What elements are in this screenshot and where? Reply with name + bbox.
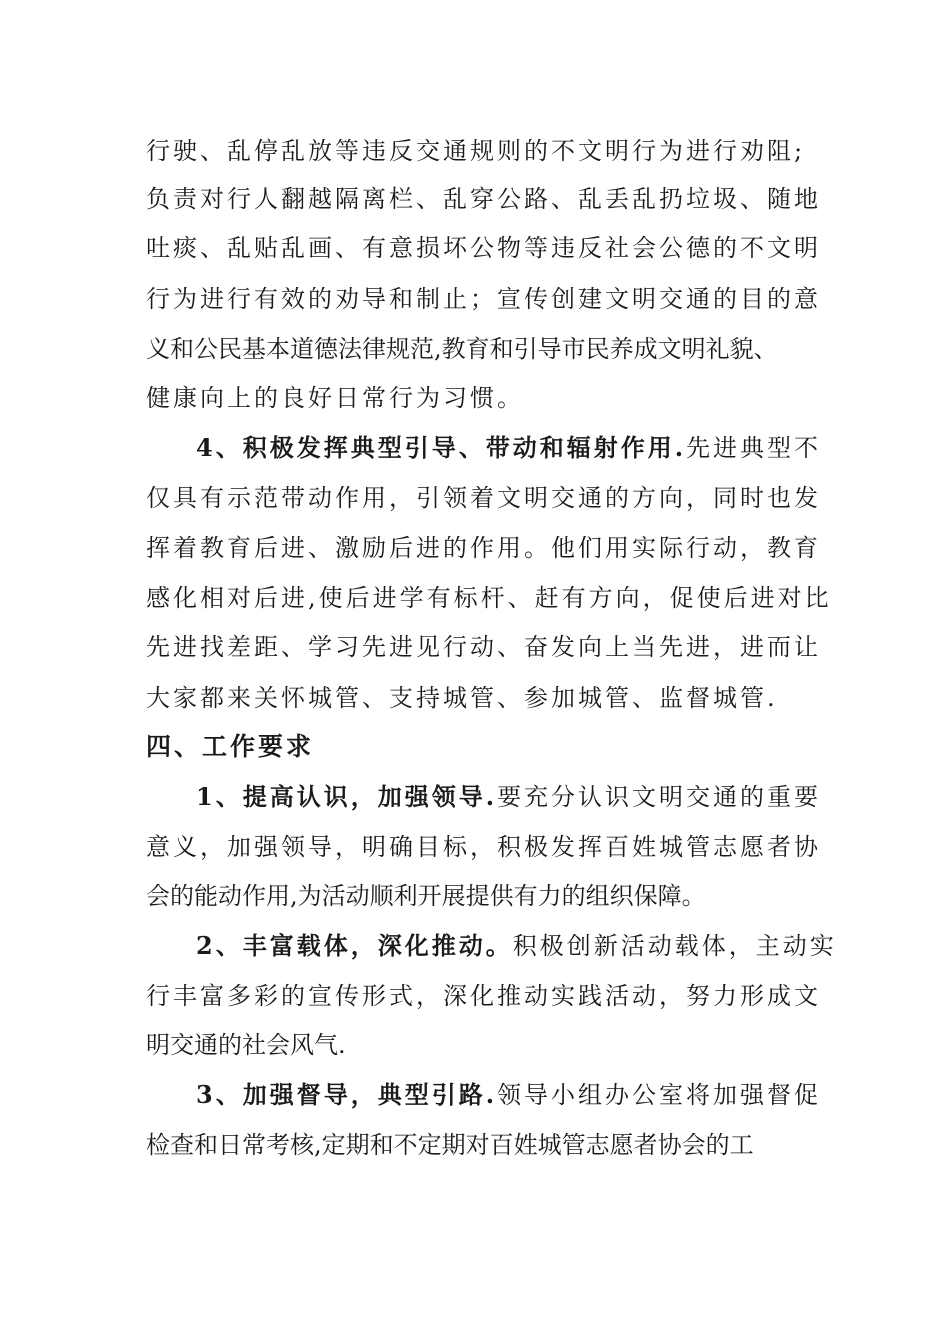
line-text: 挥着教育后进、激励后进的作用。他们用实际行动，教育 bbox=[146, 534, 821, 562]
body-line-5 bbox=[146, 334, 778, 364]
item-heading-bold: 3、加强督导，典型引路. bbox=[196, 1080, 498, 1109]
line-text: 先进典型不 bbox=[686, 434, 822, 462]
body-line-10 bbox=[146, 583, 832, 613]
body-line-4 bbox=[146, 284, 821, 314]
item-heading-bold: 1、提高认识，加强领导. bbox=[196, 782, 498, 811]
requirement-item-3 bbox=[196, 1080, 821, 1110]
section-item-4 bbox=[196, 433, 821, 463]
body-line-21 bbox=[146, 1130, 754, 1160]
line-text: 吐痰、乱贴乱画、有意损坏公物等违反社会公德的不文明 bbox=[146, 234, 821, 262]
body-line-9 bbox=[146, 533, 821, 563]
line-text: 行为进行有效的劝导和制止；宣传创建文明交通的目的意 bbox=[146, 285, 821, 313]
body-line-6 bbox=[146, 383, 524, 413]
body-line-19 bbox=[146, 1030, 346, 1060]
requirement-item-2 bbox=[196, 931, 837, 961]
line-text: 义和公民基本道德法律规范,教育和引导市民养成文明礼貌、 bbox=[146, 335, 778, 363]
line-text: 积极创新活动载体，主动实 bbox=[512, 932, 837, 960]
line-text: 行丰富多彩的宣传形式，深化推动实践活动，努力形成文 bbox=[146, 982, 821, 1010]
line-text: 意义，加强领导，明确目标，积极发挥百姓城管志愿者协 bbox=[146, 833, 821, 861]
line-text: 要充分认识文明交通的重要 bbox=[497, 783, 822, 811]
line-text: 行驶、乱停乱放等违反交通规则的不文明行为进行劝阻; bbox=[146, 137, 806, 165]
body-line-8 bbox=[146, 483, 821, 513]
body-line-18 bbox=[146, 981, 821, 1011]
line-text: 先进找差距、学习先进见行动、奋发向上当先进，进而让 bbox=[146, 633, 821, 661]
body-line-16 bbox=[146, 881, 706, 911]
section-heading bbox=[146, 732, 314, 762]
line-text: 检查和日常考核,定期和不定期对百姓城管志愿者协会的工 bbox=[146, 1131, 754, 1159]
body-line-15 bbox=[146, 832, 821, 862]
line-text: 健康向上的良好日常行为习惯。 bbox=[146, 384, 524, 412]
item-heading-bold: 2、丰富载体，深化推动。 bbox=[196, 931, 513, 960]
body-line-11 bbox=[146, 632, 821, 662]
line-text: 仅具有示范带动作用，引领着文明交通的方向，同时也发 bbox=[146, 484, 821, 512]
body-line-1 bbox=[146, 136, 805, 166]
body-line-12 bbox=[146, 683, 778, 713]
item-heading-bold: 4、积极发挥典型引导、带动和辐射作用. bbox=[196, 433, 687, 462]
line-text: 明交通的社会风气. bbox=[146, 1031, 346, 1059]
line-text: 会的能动作用,为活动顺利开展提供有力的组织保障。 bbox=[146, 882, 706, 910]
line-text: 负责对行人翻越隔离栏、乱穿公路、乱丢乱扔垃圾、随地 bbox=[146, 185, 821, 213]
line-text: 大家都来关怀城管、支持城管、参加城管、监督城管. bbox=[146, 684, 778, 712]
requirement-item-1 bbox=[196, 782, 821, 812]
line-text: 感化相对后进,使后进学有标杆、赶有方向，促使后进对比 bbox=[146, 584, 832, 612]
body-line-2 bbox=[146, 184, 821, 214]
heading-text: 四、工作要求 bbox=[146, 732, 315, 761]
body-line-3 bbox=[146, 233, 821, 263]
line-text: 领导小组办公室将加强督促 bbox=[497, 1081, 822, 1109]
